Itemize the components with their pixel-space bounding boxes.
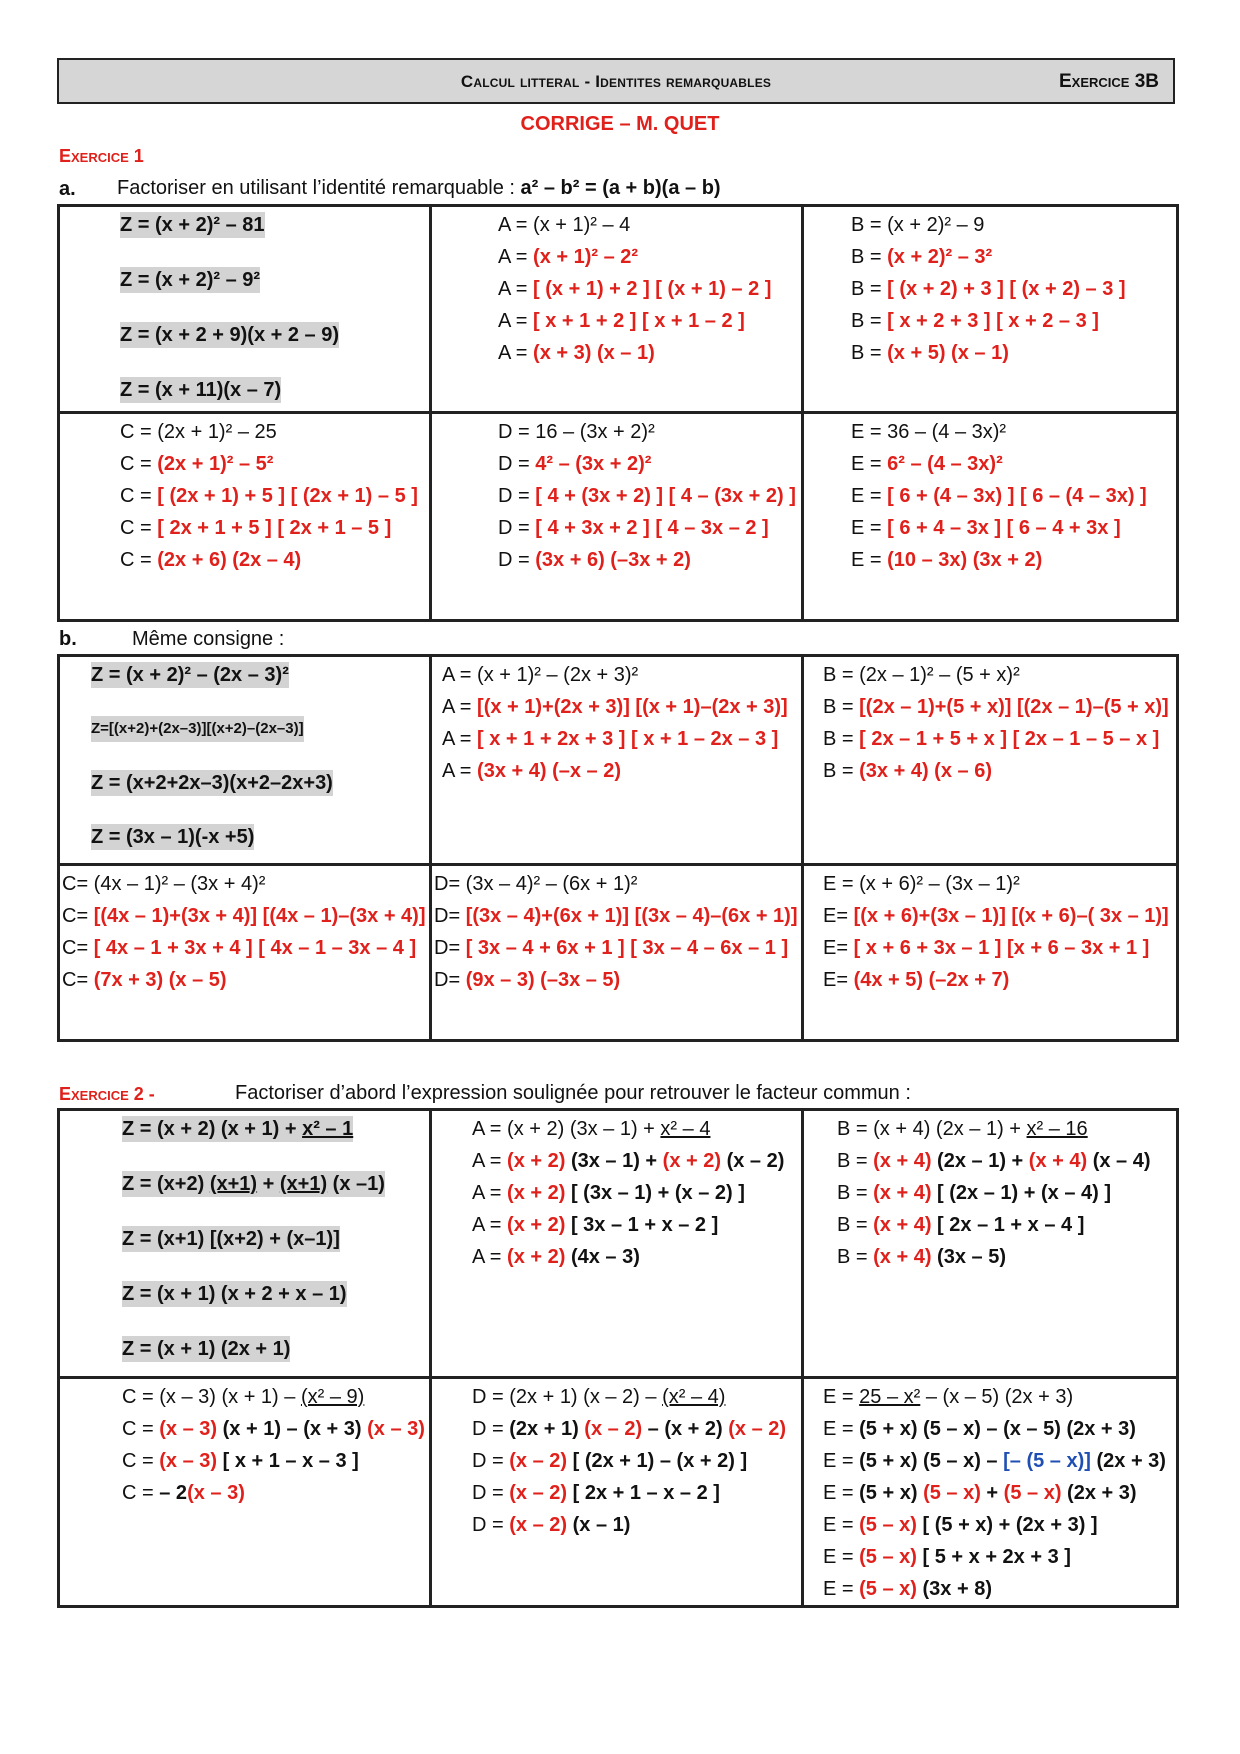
step-line: B = [(2x – 1)+(5 + x)] [(2x – 1)–(5 + x)] [823,696,1169,718]
expr-line: D = (2x + 1) (x – 2) – (x² – 4) [472,1386,726,1408]
ex1-a-cell-A [431,206,803,413]
expr-line: A = (x + 1)² – 4 [498,214,631,236]
z-line: Z = (x + 1) (x + 2 + x – 1) [122,1283,347,1305]
step-line: A = (3x + 4) (–x – 2) [442,760,621,782]
step-line: A = (x + 1)² – 2² [498,246,639,268]
expr-line: D = 16 – (3x + 2)² [498,421,655,443]
ex2-cell-E [803,1378,1178,1607]
step-line: A = (x + 2) [ (3x – 1) + (x – 2) ] [472,1182,745,1204]
step-line: C = [ 2x + 1 + 5 ] [ 2x + 1 – 5 ] [120,517,392,539]
ex2-cell-z [59,1110,431,1378]
step-line: E = 6² – (4 – 3x)² [851,453,1003,475]
step-line: A = [ x + 1 + 2x + 3 ] [ x + 1 – 2x – 3 ] [442,728,779,750]
expr-line: B = (2x – 1)² – (5 + x)² [823,664,1020,686]
step-line: D = (3x + 6) (–3x + 2) [498,549,691,571]
step-line: B = (x + 4) (2x – 1) + (x + 4) (x – 4) [837,1150,1151,1172]
z-line: Z = (3x – 1)(-x +5) [91,826,255,848]
ex1-a-cell-D [431,413,803,621]
step-line: E= [ x + 6 + 3x – 1 ] [x + 6 – 3x + 1 ] [823,937,1150,959]
expr-line: A = (x + 2) (3x – 1) + x² – 4 [472,1118,711,1140]
ex1-a-cell-B [803,206,1178,413]
step-line: E = (10 – 3x) (3x + 2) [851,549,1043,571]
ex1-a-cell-C [59,413,431,621]
expr-line: D= (3x – 4)² – (6x + 1)² [434,873,638,895]
ex2-cell-B [803,1110,1178,1378]
step-line: E = [ 6 + (4 – 3x) ] [ 6 – (4 – 3x) ] [851,485,1147,507]
step-line: D = (x – 2) (x – 1) [472,1514,631,1536]
z-line: Z = (x + 2)² – 81 [120,214,265,236]
ex1-a-instruction: Factoriser en utilisant l’identité remarquable : a² – b² = (a + b)(a – b) [117,177,721,199]
step-line: A = (x + 2) (3x – 1) + (x + 2) (x – 2) [472,1150,785,1172]
ex1-a-cell-E [803,413,1178,621]
expr-line: E = 25 – x² – (x – 5) (2x + 3) [823,1386,1074,1408]
step-line: A = (x + 2) (4x – 3) [472,1246,640,1268]
step-line: E = (5 + x) (5 – x) – [– (5 – x)] (2x + 3) [823,1450,1166,1472]
step-line: B = (x + 4) [ (2x – 1) + (x – 4) ] [837,1182,1112,1204]
step-line: C= (7x + 3) (x – 5) [62,969,227,991]
step-line: B = (3x + 4) (x – 6) [823,760,992,782]
ex1-a-table [57,204,1179,622]
ex1-b-cell-z [59,656,431,865]
expr-line: E = 36 – (4 – 3x)² [851,421,1007,443]
page-subtitle: CORRIGE – M. QUET [520,113,720,135]
z-line: Z = (x+2+2x–3)(x+2–2x+3) [91,772,333,794]
step-line: C = (2x + 1)² – 5² [120,453,274,475]
step-line: D= (9x – 3) (–3x – 5) [434,969,621,991]
ex2-cell-C [59,1378,431,1607]
step-line: B = [ x + 2 + 3 ] [ x + 2 – 3 ] [851,310,1099,332]
step-line: E = (5 + x) (5 – x) – (x – 5) (2x + 3) [823,1418,1136,1440]
expr-line: B = (x + 4) (2x – 1) + x² – 16 [837,1118,1088,1140]
step-line: D = (x – 2) [ 2x + 1 – x – 2 ] [472,1482,720,1504]
ex2-title: Exercice 2 - [59,1084,155,1104]
identity-formula: a² – b² = (a + b)(a – b) [520,177,721,199]
step-line: D = [ 4 + (3x + 2) ] [ 4 – (3x + 2) ] [498,485,796,507]
z-line: Z = (x + 2) (x + 1) + x² – 1 [122,1118,354,1140]
step-line: D= [(3x – 4)+(6x + 1)] [(3x – 4)–(6x + 1)] [434,905,798,927]
ex1-b-cell-B [803,656,1178,865]
step-line: C = – 2(x – 3) [122,1482,245,1504]
step-line: B = [ 2x – 1 + 5 + x ] [ 2x – 1 – 5 – x ] [823,728,1160,750]
step-line: A = [(x + 1)+(2x + 3)] [(x + 1)–(2x + 3)] [442,696,788,718]
step-line: B = (x + 5) (x – 1) [851,342,1009,364]
step-line: D= [ 3x – 4 + 6x + 1 ] [ 3x – 4 – 6x – 1 ] [434,937,789,959]
z-line: Z = (x + 11)(x – 7) [120,379,282,401]
ex2-cell-D [431,1378,803,1607]
step-line: E= [(x + 6)+(3x – 1)] [(x + 6)–( 3x – 1)] [823,905,1169,927]
ex1-b-instruction: Même consigne : [132,628,285,650]
z-line: Z = (x + 2)² – 9² [120,269,261,291]
step-line: A = [ (x + 1) + 2 ] [ (x + 1) – 2 ] [498,278,772,300]
step-line: B = (x + 2)² – 3² [851,246,993,268]
z-line: Z=[(x+2)+(2x–3)][(x+2)–(2x–3)] [91,716,304,742]
z-line: Z = (x + 2 + 9)(x + 2 – 9) [120,324,340,346]
ex2-table [57,1108,1179,1608]
ex1-title: Exercice 1 [59,146,144,166]
ex1-b-cell-C [59,865,431,1041]
z-line: Z = (x+2) (x+1) + (x+1) (x –1) [122,1173,385,1195]
step-line: D = (2x + 1) (x – 2) – (x + 2) (x – 2) [472,1418,787,1440]
step-line: E = (5 – x) [ 5 + x + 2x + 3 ] [823,1546,1071,1568]
step-line: D = (x – 2) [ (2x + 1) – (x + 2) ] [472,1450,748,1472]
ex2-cell-A [431,1110,803,1378]
expr-line: B = (x + 2)² – 9 [851,214,985,236]
step-line: A = (x + 2) [ 3x – 1 + x – 2 ] [472,1214,719,1236]
step-line: B = (x + 4) (3x – 5) [837,1246,1006,1268]
ex1-a-label: a. [59,178,76,200]
step-line: C = (x – 3) [ x + 1 – x – 3 ] [122,1450,359,1472]
ex1-b-table [57,654,1179,1042]
step-line: D = [ 4 + 3x + 2 ] [ 4 – 3x – 2 ] [498,517,769,539]
step-line: B = [ (x + 2) + 3 ] [ (x + 2) – 3 ] [851,278,1126,300]
step-line: E = (5 – x) (3x + 8) [823,1578,992,1600]
page-header [57,58,1175,104]
expr-line: C= (4x – 1)² – (3x + 4)² [62,873,266,895]
step-line: A = (x + 3) (x – 1) [498,342,655,364]
ex1-a-cell-z [59,206,431,413]
step-line: C = (2x + 6) (2x – 4) [120,549,302,571]
step-line: E = (5 + x) (5 – x) + (5 – x) (2x + 3) [823,1482,1137,1504]
ex1-b-label: b. [59,628,77,650]
step-line: E = [ 6 + 4 – 3x ] [ 6 – 4 + 3x ] [851,517,1121,539]
header-title: Calcul litteral - Identites remarquables [460,72,772,91]
expr-line: C = (x – 3) (x + 1) – (x² – 9) [122,1386,365,1408]
step-line: B = (x + 4) [ 2x – 1 + x – 4 ] [837,1214,1085,1236]
expr-line: C = (2x + 1)² – 25 [120,421,277,443]
ex2-instruction: Factoriser d’abord l’expression soulignée pour retrouver le facteur commun : [235,1082,911,1104]
step-line: E = (5 – x) [ (5 + x) + (2x + 3) ] [823,1514,1098,1536]
expr-line: A = (x + 1)² – (2x + 3)² [442,664,639,686]
z-line: Z = (x+1) [(x+2) + (x–1)] [122,1228,340,1250]
header-exercise-number: Exercice 3B [1058,71,1159,92]
ex1-b-cell-E [803,865,1178,1041]
step-line: C= [(4x – 1)+(3x + 4)] [(4x – 1)–(3x + 4)] [62,905,426,927]
step-line: C = [ (2x + 1) + 5 ] [ (2x + 1) – 5 ] [120,485,418,507]
step-line: D = 4² – (3x + 2)² [498,453,652,475]
step-line: C= [ 4x – 1 + 3x + 4 ] [ 4x – 1 – 3x – 4 ] [62,937,417,959]
ex1-b-cell-A [431,656,803,865]
step-line: E= (4x + 5) (–2x + 7) [823,969,1010,991]
step-line: A = [ x + 1 + 2 ] [ x + 1 – 2 ] [498,310,745,332]
z-line: Z = (x + 2)² – (2x – 3)² [91,664,289,686]
expr-line: E = (x + 6)² – (3x – 1)² [823,873,1020,895]
z-line: Z = (x + 1) (2x + 1) [122,1338,291,1360]
step-line: C = (x – 3) (x + 1) – (x + 3) (x – 3) [122,1418,425,1440]
ex1-b-cell-D [431,865,803,1041]
